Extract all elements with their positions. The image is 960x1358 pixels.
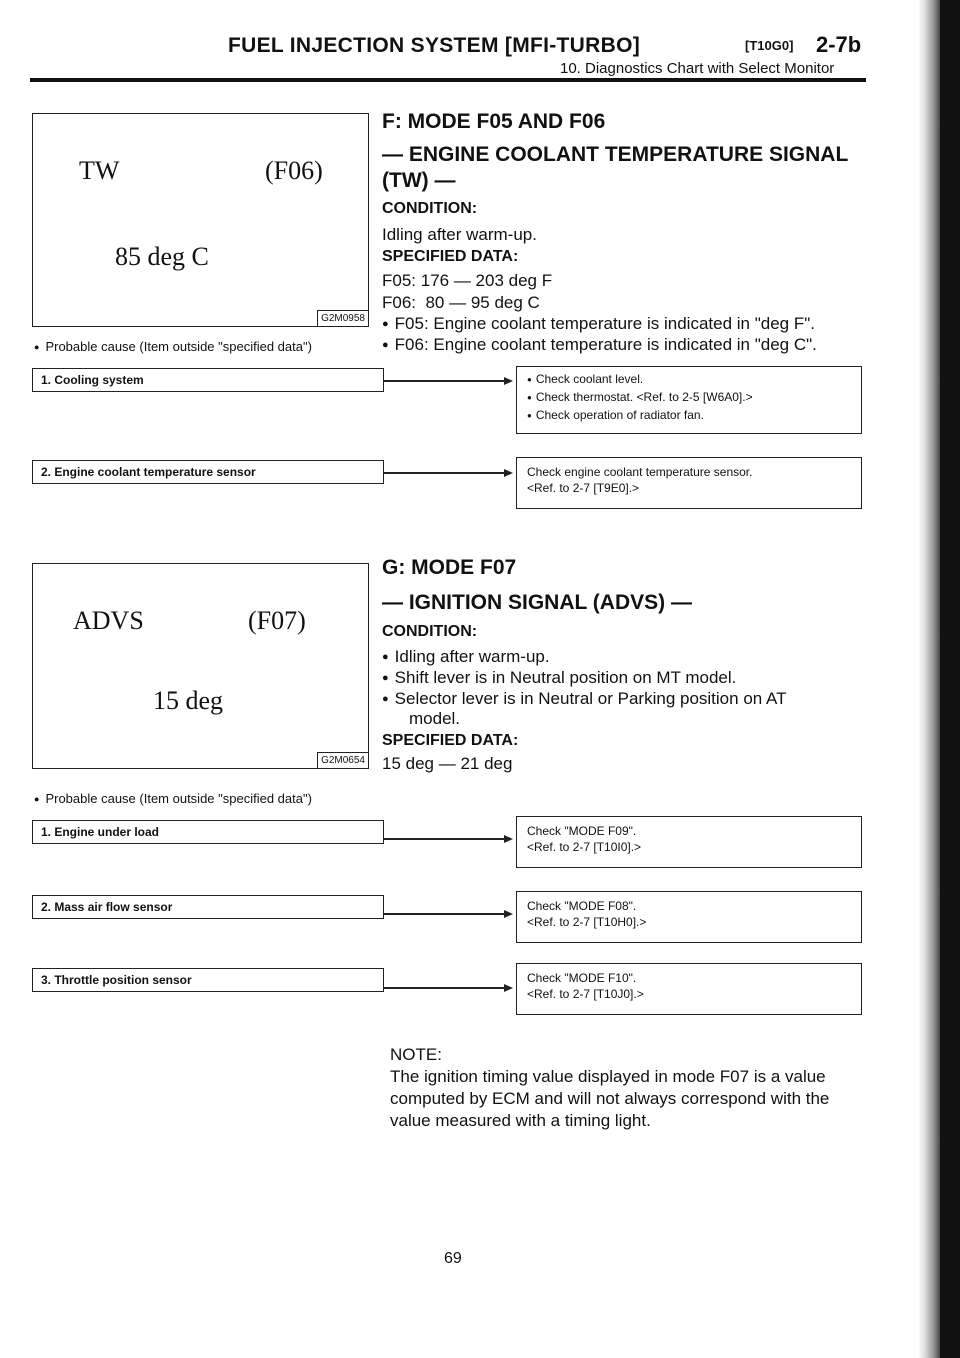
arrow-head	[504, 910, 513, 918]
arrow-head	[504, 835, 513, 843]
action-item: ● Check thermostat. <Ref. to 2-5 [W6A0].>	[527, 389, 851, 407]
cause-maf-sensor: 2. Mass air flow sensor	[32, 895, 384, 919]
display-param: ADVS	[73, 606, 144, 635]
binding-edge-dark	[940, 0, 960, 1358]
header-rule	[30, 78, 866, 82]
arrow-line	[384, 913, 506, 915]
action-maf-sensor	[516, 891, 862, 943]
action-item: ● Check coolant level.	[527, 371, 851, 389]
spec-f06: F06: 80 — 95 deg C	[382, 293, 540, 312]
condition-label: CONDITION:	[382, 623, 478, 640]
display-mode: (F07)	[248, 606, 306, 635]
action-cooling-system	[516, 366, 862, 434]
header-subtitle: 10. Diagnostics Chart with Select Monitor	[560, 60, 835, 77]
cause-engine-load: 1. Engine under load	[32, 820, 384, 844]
action-item: ● Check operation of radiator fan.	[527, 407, 851, 425]
spec-label: SPECIFIED DATA:	[382, 248, 519, 265]
action-line-1: Check "MODE F09".	[527, 824, 637, 838]
action-throttle-sensor	[516, 963, 862, 1015]
arrow-head	[504, 469, 513, 477]
action-line-1: Check "MODE F08".	[527, 899, 637, 913]
note-line: The ignition timing value displayed in mode F07 is a value	[390, 1067, 826, 1086]
header-code: [T10G0]	[745, 38, 794, 53]
action-line-1: Check "MODE F10".	[527, 971, 637, 985]
figure-code: G2M0654	[317, 752, 368, 768]
action-line-2: <Ref. to 2-7 [T10H0].>	[527, 915, 647, 929]
condition-item: ● Selector lever is in Neutral or Parking position on AT	[382, 688, 786, 712]
display-value: 85 deg C	[115, 242, 209, 271]
note-line: value measured with a timing light.	[390, 1111, 651, 1130]
action-line-2: <Ref. to 2-7 [T9E0].>	[527, 481, 640, 495]
note-f06: ● F06: Engine coolant temperature is indicated in "deg C".	[382, 334, 817, 358]
note-f05: ● F05: Engine coolant temperature is indicated in "deg F".	[382, 313, 815, 337]
arrow-line	[384, 987, 506, 989]
probable-cause-label: ● Probable cause (Item outside "specified data")	[34, 791, 312, 806]
condition-text: Idling after warm-up.	[382, 225, 537, 244]
section-f-subtitle-1: — ENGINE COOLANT TEMPERATURE SIGNAL	[382, 143, 849, 166]
header-page-ref: 2-7b	[816, 32, 862, 57]
probable-cause-label: ● Probable cause (Item outside "specified data")	[34, 339, 312, 354]
action-line-1: Check engine coolant temperature sensor.	[527, 465, 753, 479]
figure-code: G2M0958	[317, 310, 368, 326]
cause-coolant-temp-sensor: 2. Engine coolant temperature sensor	[32, 460, 384, 484]
arrow-line	[384, 380, 506, 382]
spec-value: 15 deg — 21 deg	[382, 754, 513, 773]
display-value: 15 deg	[153, 686, 224, 715]
spec-label: SPECIFIED DATA:	[382, 732, 519, 749]
action-engine-load	[516, 816, 862, 868]
section-f-title: F: MODE F05 AND F06	[382, 110, 606, 133]
display-param: TW	[79, 156, 120, 185]
action-line-2: <Ref. to 2-7 [T10I0].>	[527, 840, 642, 854]
cause-throttle-sensor: 3. Throttle position sensor	[32, 968, 384, 992]
note-label: NOTE:	[390, 1045, 442, 1064]
cause-cooling-system: 1. Cooling system	[32, 368, 384, 392]
condition-item: ● Idling after warm-up.	[382, 646, 550, 670]
page-number: 69	[444, 1250, 462, 1267]
condition-item-cont: model.	[409, 709, 461, 728]
note-line: computed by ECM and will not always correspond with the	[390, 1089, 830, 1108]
page-header-title: FUEL INJECTION SYSTEM [MFI-TURBO]	[228, 34, 641, 57]
action-line-2: <Ref. to 2-7 [T10J0].>	[527, 987, 644, 1001]
monitor-display-advs	[32, 563, 369, 769]
condition-label: CONDITION:	[382, 200, 478, 217]
arrow-line	[384, 472, 506, 474]
arrow-line	[384, 838, 506, 840]
arrow-head	[504, 377, 513, 385]
display-mode: (F06)	[265, 156, 323, 185]
section-g-title: G: MODE F07	[382, 556, 517, 579]
section-g-subtitle: — IGNITION SIGNAL (ADVS) —	[382, 591, 692, 614]
spec-f05: F05: 176 — 203 deg F	[382, 271, 553, 290]
section-f-subtitle-2: (TW) —	[382, 169, 456, 192]
action-coolant-temp-sensor	[516, 457, 862, 509]
monitor-display-tw	[32, 113, 369, 327]
condition-item: ● Shift lever is in Neutral position on MT model.	[382, 667, 736, 691]
arrow-head	[504, 984, 513, 992]
